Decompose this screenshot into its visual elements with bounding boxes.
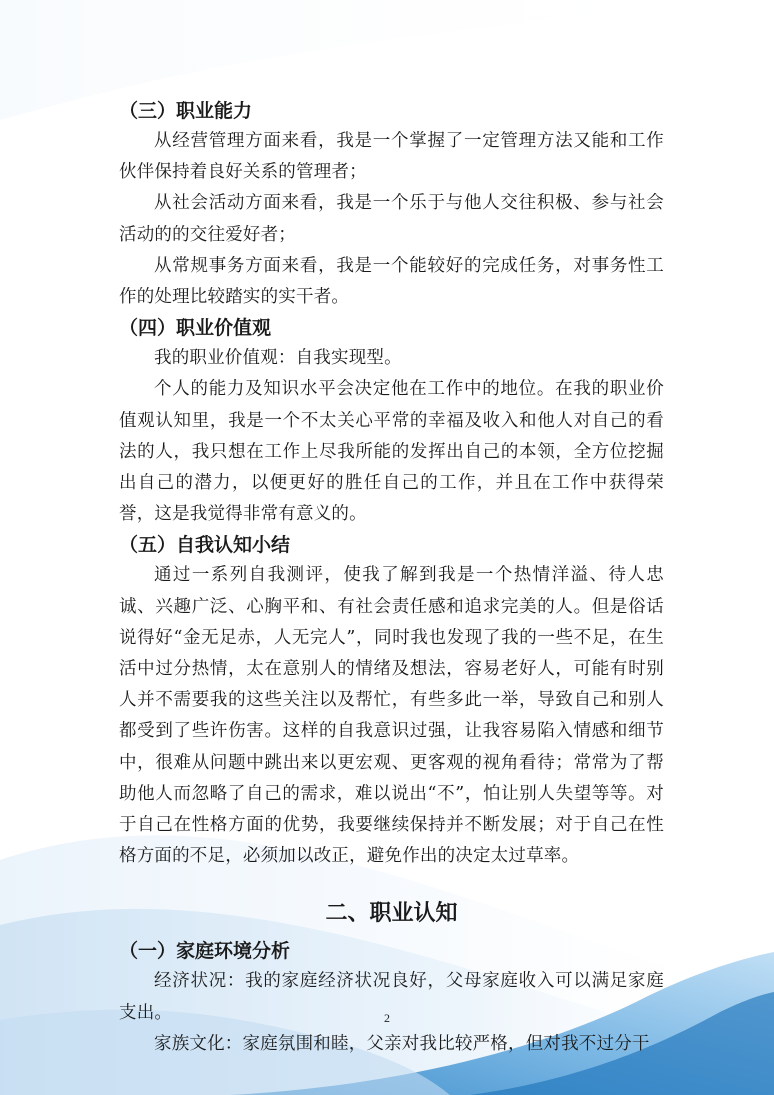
paragraph: 从经营管理方面来看，我是一个掌握了一定管理方法又能和工作伙伴保持着良好关系的管理者； xyxy=(119,131,664,183)
section-heading-self-awareness-summary: （五）自我认知小结 xyxy=(119,534,291,557)
chapter-heading-career-cognition: 二、职业认知 xyxy=(325,901,458,927)
section-heading-vocational-ability: （三）职业能力 xyxy=(119,100,253,122)
paragraph: 通过一系列自我测评，使我了解到我是一个热情洋溢、待人忠诚、兴趣广泛、心胸平和、有社会责任感和追求完美的人。但是俗话说得好“金无足赤，人无完人”，同时我也发现了我的一些不足，在生活中过分热情，太在意别人的情绪及想法，容易老好人，可能有时别人并不需要我的这些关注以及帮忙，有些多此一举，导致自己和别人都受到了些许伤害。这样的自我意识过强，让我容易陷入情感和细节中，很难从问题中跳出来以更宏观、更客观的视角看待；常常为了帮助他人而忽略了自己的需求，难以说出“不”，怕让别人失望等等。对于自己在性格方面的优势，我要继续保持并不断发展；对于自己在性格方面的不足，必须加以改正，避免作出的决定太过草率。 xyxy=(119,565,664,867)
paragraph: 从社会活动方面来看，我是一个乐于与他人交往积极、参与社会活动的的交往爱好者； xyxy=(119,193,664,245)
paragraph: 经济状况：我的家庭经济状况良好，父母家庭收入可以满足家庭支出。 xyxy=(119,971,664,1023)
paragraph: 我的职业价值观：自我实现型。 xyxy=(154,348,402,369)
section-heading-family-environment: （一）家庭环境分析 xyxy=(119,940,291,963)
page-number: 2 xyxy=(384,1011,390,1025)
section-heading-career-values: （四）职业价值观 xyxy=(119,317,272,340)
document-body xyxy=(119,96,664,1060)
paragraph: 个人的能力及知识水平会决定他在工作中的地位。在我的职业价值观认知里，我是一个不太关心平常的幸福及收入和他人对自己的看法的人，我只想在工作上尽我所能的发挥出自己的本领，全方位挖掘出自己的潜力，以便更好的胜任自己的工作，并且在工作中获得荣誉，这是我觉得非常有意义的。 xyxy=(119,379,664,525)
paragraph: 从常规事务方面来看，我是一个能较好的完成任务，对事务性工作的处理比较踏实的实干者。 xyxy=(119,255,664,308)
paragraph: 家族文化：家庭氛围和睦，父亲对我比较严格，但对我不过分干 xyxy=(154,1033,650,1054)
